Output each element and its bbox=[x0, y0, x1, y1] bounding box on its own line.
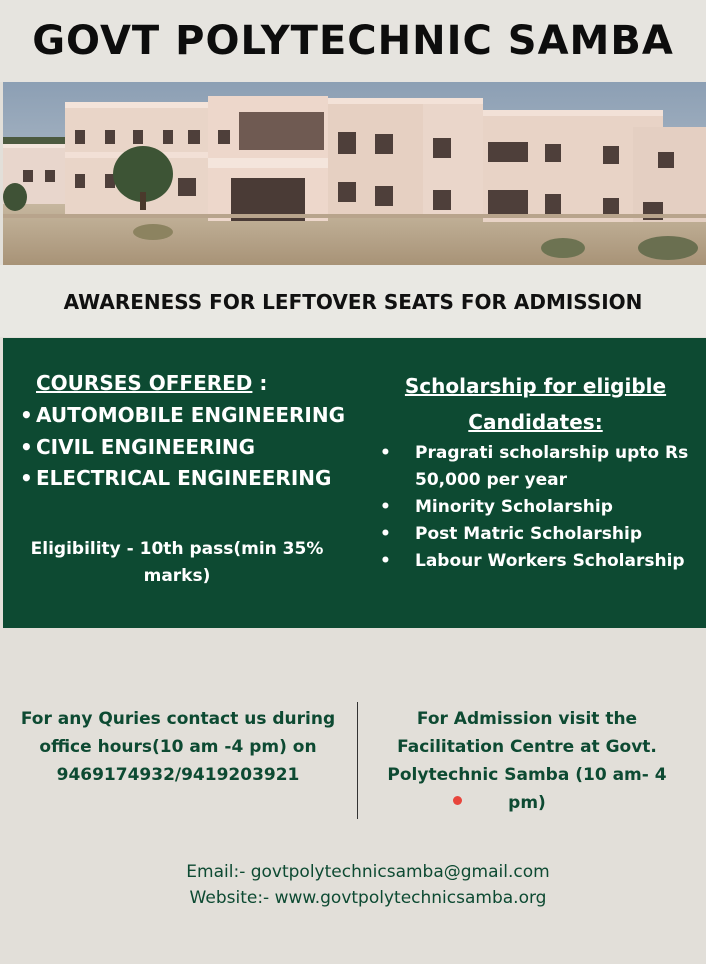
courses-heading-suffix: : bbox=[252, 371, 268, 395]
scholarship-heading: Scholarship for eligible Candidates: bbox=[404, 374, 667, 434]
column-divider bbox=[357, 702, 358, 819]
list-item bbox=[20, 400, 345, 432]
college-building-photo bbox=[3, 82, 706, 265]
info-panel bbox=[3, 338, 706, 628]
bullet-icon: • bbox=[20, 403, 33, 427]
bullet-icon: • bbox=[380, 551, 391, 571]
list-item bbox=[378, 548, 700, 575]
page-title: GOVT POLYTECHNIC SAMBA bbox=[32, 18, 674, 64]
list-item bbox=[378, 440, 700, 494]
admission-visit-info: For Admission visit the Facilitation Centre at Govt. Polytechnic Samba (10 am- 4 pm) bbox=[387, 709, 667, 813]
scholarship-name: Pragrati scholarship upto Rs 50,000 per year bbox=[415, 443, 689, 490]
bullet-icon: • bbox=[380, 524, 391, 544]
courses-heading bbox=[36, 371, 267, 395]
bullet-icon: • bbox=[380, 443, 391, 463]
course-name: CIVIL ENGINEERING bbox=[36, 434, 256, 459]
list-item bbox=[20, 432, 345, 464]
website-line[interactable]: Website:- www.govtpolytechnicsamba.org bbox=[189, 888, 547, 908]
subtitle: AWARENESS FOR LEFTOVER SEATS FOR ADMISSION bbox=[63, 290, 643, 314]
list-item bbox=[378, 494, 700, 521]
scholarship-name: Post Matric Scholarship bbox=[415, 524, 643, 544]
bullet-icon: • bbox=[20, 434, 33, 459]
bullet-icon: • bbox=[380, 497, 391, 517]
eligibility-note: Eligibility - 10th pass(min 35% marks) bbox=[30, 539, 324, 586]
course-name: AUTOMOBILE ENGINEERING bbox=[36, 403, 346, 427]
list-item bbox=[378, 521, 700, 548]
list-item bbox=[20, 463, 345, 495]
contact-info: For any Quries contact us during office hours(10 am -4 pm) on 9469174932/9419203921 bbox=[20, 709, 336, 785]
scholarship-name: Labour Workers Scholarship bbox=[415, 551, 685, 571]
red-dot-icon bbox=[453, 796, 462, 805]
course-list bbox=[20, 400, 345, 495]
course-name: ELECTRICAL ENGINEERING bbox=[36, 466, 332, 490]
bullet-icon: • bbox=[20, 466, 33, 490]
building-illustration bbox=[3, 82, 706, 265]
scholarship-name: Minority Scholarship bbox=[415, 497, 613, 517]
courses-heading-label: COURSES OFFERED bbox=[36, 371, 253, 395]
email-line[interactable]: Email:- govtpolytechnicsamba@gmail.com bbox=[186, 862, 550, 882]
scholarship-list bbox=[378, 440, 700, 575]
